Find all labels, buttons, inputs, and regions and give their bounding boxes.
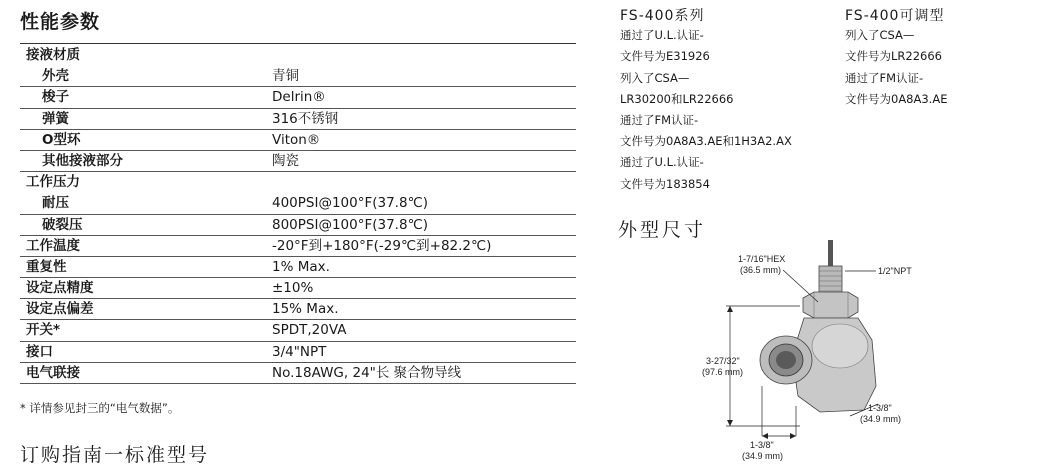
spec-value: 1% Max. [272,258,330,275]
spec-table [20,45,576,384]
cert-line: 通过了U.L.认证- [620,155,704,170]
dimensions-title: 外型尺寸 [618,219,707,241]
cert-line: 文件号为0A8A3.AE和1H3A2.AX [620,134,792,149]
flow-switch-drawing [700,236,930,472]
order-guide-title: 订购指南一标准型号 [20,444,210,466]
spec-row [20,320,576,341]
spec-row [20,193,576,214]
spec-row [20,66,576,87]
spec-row [20,278,576,299]
npt-label: 1/2"NPT [878,266,912,276]
spec-label: 其他接液部分 [42,152,123,169]
npt-thread [819,266,842,294]
footnote: * 详情参见封三的“电气数据”。 [20,401,180,415]
hex-dim-mm: (36.5 mm) [740,265,782,275]
spec-value: Viton® [272,131,321,148]
cert-line: 列入了CSA— [845,28,915,43]
depth-dim-label: 1-3/8" [868,403,892,413]
spec-label: 重复性 [26,258,67,275]
cert-line: 通过了U.L.认证- [620,28,704,43]
spec-row [20,299,576,320]
cert-line: 列入了CSA— [620,70,690,85]
spec-label: 外壳 [42,68,69,85]
spec-label: 工作温度 [26,237,80,254]
width-dim-label: 1-3/8" [750,440,774,450]
spec-label: 梭子 [42,89,69,106]
spec-value: SPDT,20VA [272,322,347,339]
spec-row [20,236,576,257]
spec-label: 接液材质 [26,47,80,63]
spec-value: 15% Max. [272,301,339,318]
spec-row [20,130,576,151]
cert-line: 文件号为183854 [620,176,710,191]
height-dim-mm: (97.6 mm) [702,367,744,377]
spec-value: 800PSI@100°F(37.8℃) [272,216,428,233]
spec-row [20,151,576,172]
spec-value: 400PSI@100°F(37.8℃) [272,195,428,212]
spec-value: Delrin® [272,89,326,106]
cert-fs400-heading: FS-400系列 [620,8,705,24]
spec-row [20,363,576,384]
spec-row [20,45,576,66]
wire-stem [828,240,833,268]
cert-line: 文件号为E31926 [620,49,710,64]
cert-line: 文件号为0A8A3.AE [845,91,948,106]
table-top-rule [20,43,576,44]
cert-line: 通过了FM认证- [620,113,699,128]
cert-fs400 [620,6,792,195]
spec-value: No.18AWG, 24"长 聚合物导线 [272,364,462,381]
spec-row [20,342,576,363]
spec-label: 开关* [26,322,61,339]
spec-label: 耐压 [42,195,69,212]
spec-value: -20°F到+180°F(-29℃到+82.2℃) [272,237,492,254]
spec-value: 316不锈钢 [272,110,339,127]
spec-row [20,257,576,278]
spec-label: 弹簧 [42,110,69,127]
spec-label: 电气联接 [26,364,80,381]
spec-label: 工作压力 [26,174,80,191]
width-dim-mm: (34.9 mm) [742,451,784,461]
spec-label: 破裂压 [42,216,83,233]
spec-value: ±10% [272,280,314,297]
cert-line: LR30200和LR22666 [620,91,734,106]
spec-label: 设定点精度 [26,280,94,297]
spec-row [20,87,576,108]
spec-label: 接口 [26,343,53,360]
hex-dim-label: 1-7/16"HEX [738,254,786,264]
spec-label: 设定点偏差 [26,301,94,318]
spec-row [20,215,576,236]
cert-line: 通过了FM认证- [845,70,924,85]
spec-row [20,172,576,193]
depth-dim-mm: (34.9 mm) [860,414,902,424]
spec-value: 3/4"NPT [272,343,327,360]
cert-fs400-adjustable [845,6,947,110]
cert-line: 文件号为LR22666 [845,49,942,64]
cert-adj-heading: FS-400可调型 [845,8,945,24]
spec-row [20,109,576,130]
height-dim-label: 3-27/32" [706,356,740,366]
spec-value: 青铜 [272,68,299,85]
page-title: 性能参数 [20,11,101,33]
spec-label: O型环 [42,131,81,148]
spec-value: 陶瓷 [272,152,299,169]
